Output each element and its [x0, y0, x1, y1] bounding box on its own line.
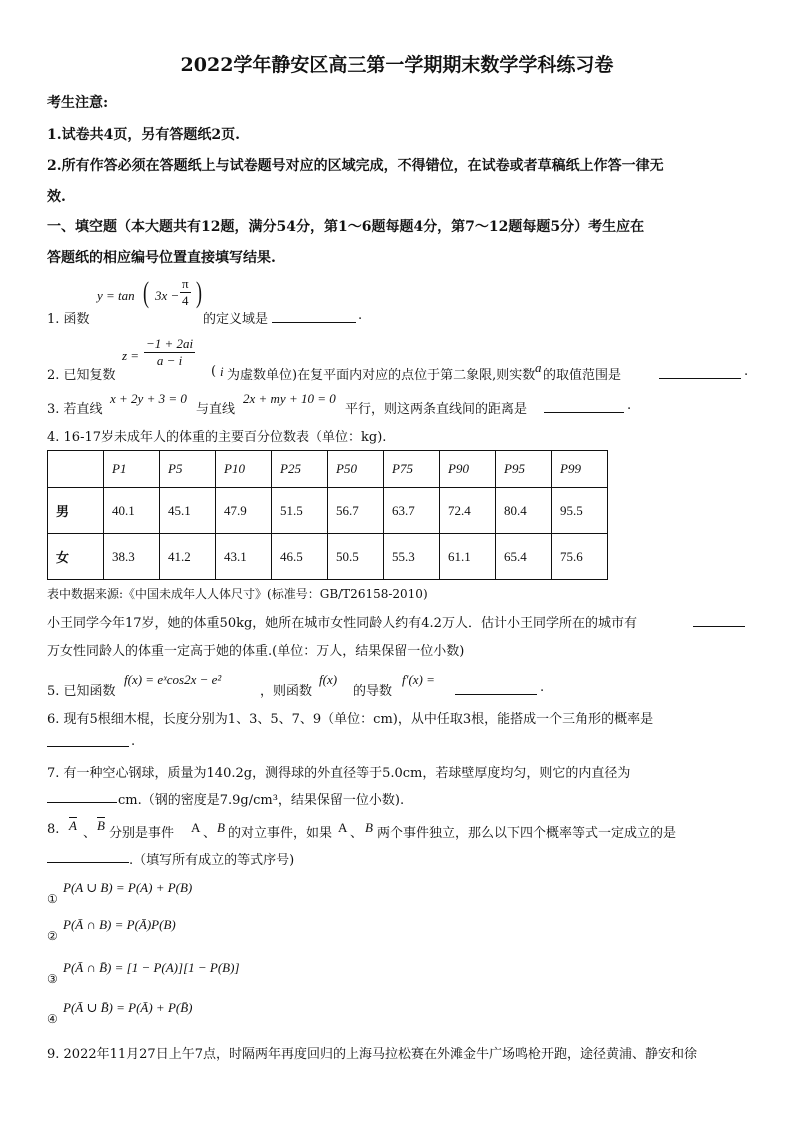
- q8-option-num: ①: [47, 892, 58, 906]
- q1-prefix: 1. 函数: [47, 312, 90, 327]
- table-cell: 41.2: [160, 534, 216, 580]
- table-header-cell: P99: [552, 451, 608, 488]
- q8-prefix: 8.: [47, 822, 60, 837]
- q1-formula-left: y = tan: [97, 288, 135, 303]
- q8-mid3: 两个事件独立，那么以下四个概率等式一定成立的是: [377, 826, 677, 841]
- q3-prefix: 3. 若直线: [47, 402, 103, 417]
- notice-item-2-line1: 2.所有作答必须在答题纸上与试卷题号对应的区域完成，不得错位，在试卷或者草稿纸上作答一律无: [47, 158, 664, 174]
- q5-mid2: 的导数: [353, 684, 393, 699]
- q8-option-formula: P(A ∪ B) = P(A) + P(B): [63, 880, 193, 895]
- q2-fraction: [144, 336, 195, 369]
- q6-end: .: [131, 734, 136, 749]
- q4-text-line1: 小王同学今年17岁，她的体重50kg，她所在城市女性同龄人约有4.2万人．估计小王同学所在的城市有: [47, 616, 637, 631]
- q1-formula-inner: 3x −: [155, 288, 180, 303]
- q2-frac-num: −1 + 2ai: [146, 336, 194, 351]
- q5-end: .: [540, 680, 545, 695]
- table-cell: 72.4: [440, 488, 496, 534]
- q8-a-bar: $\overline{A}$: [69, 818, 77, 833]
- section-heading-line2: 答题纸的相应编号位置直接填写结果.: [47, 250, 276, 266]
- table-row: [48, 534, 608, 580]
- q4-text-line2: 万女性同龄人的体重一定高于她的体重.(单位：万人，结果保留一位小数): [47, 644, 465, 659]
- table-cell: 95.5: [552, 488, 608, 534]
- q8-b: B: [217, 820, 225, 835]
- q8-sep3: 、: [350, 826, 364, 841]
- q7-answer-blank[interactable]: [47, 790, 117, 803]
- q8-option-num: ③: [47, 972, 58, 986]
- table-header-cell: P1: [104, 451, 160, 488]
- q8-option-num: ④: [47, 1012, 58, 1026]
- q8-option-formula: P(Ā ∩ B) = P(Ā)P(B): [63, 917, 176, 932]
- table-header-cell: P25: [272, 451, 328, 488]
- q7-text: 7. 有一种空心钢球，质量为140.2g，测得球的外直径等于5.0cm，若球壁厚度均匀，则它的内直径为: [47, 766, 631, 781]
- q5-mid: ，则函数: [260, 684, 313, 699]
- q4-source: 表中数据来源:《中国未成年人人体尺寸》(标准号：GB/T26158-2010): [47, 587, 428, 601]
- q8-b2: B: [365, 820, 373, 835]
- q2-prefix: 2. 已知复数: [47, 368, 116, 383]
- table-cell: 43.1: [216, 534, 272, 580]
- table-header-cell: [48, 451, 104, 488]
- table-row-label: 女: [48, 534, 104, 580]
- q8-mid1: 分别是事件: [109, 826, 175, 841]
- table-cell: 80.4: [496, 488, 552, 534]
- q1-frac-den: 4: [182, 293, 189, 308]
- q2-frac-den: a − i: [156, 353, 183, 368]
- q3-line2: 2x + my + 10 = 0: [243, 391, 336, 406]
- q8-sep2: 、: [203, 826, 217, 841]
- q4-answer-blank[interactable]: [693, 614, 745, 627]
- notice-heading: 考生注意:: [47, 95, 109, 111]
- q3-line1: x + 2y + 3 = 0: [110, 391, 187, 406]
- q6-text: 6. 现有5根细木棍，长度分别为1、3、5、7、9（单位：cm)，从中任取3根，能搭成一个三角形的概率是: [47, 712, 654, 727]
- q1-answer-blank[interactable]: [272, 310, 356, 323]
- table-header-cell: P50: [328, 451, 384, 488]
- table-cell: 51.5: [272, 488, 328, 534]
- q5-formula: f(x) = eˣcos2x − e²: [124, 672, 222, 687]
- table-row: [48, 488, 608, 534]
- q1-end: .: [358, 308, 363, 323]
- q3-end: .: [627, 398, 632, 413]
- q6-answer-blank[interactable]: [47, 734, 129, 747]
- table-header-cell: P75: [384, 451, 440, 488]
- section-heading-line1: 一、填空题（本大题共有12题，满分54分，第1～6题每题4分，第7～12题每题5分）考生应在: [47, 219, 645, 235]
- q3-suffix: 平行，则这两条直线间的距离是: [345, 402, 528, 417]
- q5-derivative: f′(x) =: [402, 672, 435, 687]
- q2-answer-blank[interactable]: [659, 366, 741, 379]
- table-cell: 63.7: [384, 488, 440, 534]
- q2-suffix: 的取值范围是: [543, 368, 622, 383]
- table-cell: 50.5: [328, 534, 384, 580]
- table-header-row: [48, 451, 608, 488]
- q8-a2: A: [338, 820, 348, 835]
- table-cell: 45.1: [160, 488, 216, 534]
- q8-a: A: [191, 820, 201, 835]
- table-header-cell: P95: [496, 451, 552, 488]
- exam-page: 2022学年静安区高三第一学期期末数学学科练习卷 考生注意: 1.试卷共4页，另有答题纸2页. 2.所有作答必须在答题纸上与试卷题号对应的区域完成，不得错位，在试卷或者草稿纸上作答一律无 效. 一、填空题（本大题共有12题，满分54分，第1～6题每题4分，第7～12题每题5分）考生应在 答题纸的相应编号位置直接填写结果. 1. 函数 y = tan ( 3x − $\frac{\pi}{4}$ ) 的定义域是 . 2. 已知复数 z = $\frac{-1 + 2ai}{a - i}$ ( i 为虚数单位)在复平面内对应的点位于第二象限,则实数 a 的取值范围是 . 3. 若直线 x + 2y + 3 = 0 与直线 2x + my + 10 = 0 平行，则这两条直线间的距离是 . 4. 16-17岁未成年人的体重的主要百分位数表（单位：kg). P1 P5 P10 P25 P50 P75 P90 P95 P99 男 40.1 45.1 47.9 51.5 56.7 63.7 72.4 80.4 95.5 女 38.3 41.2 43.1 46.5 50.5 55.3 61.1 65.4 75.6 表中数据来源:《中国未成年人人体尺寸》(标准号：GB/T26158-2010) 小王同学今年17岁，她的体重50kg，她所在城市女性同龄人约有4.2万人．估计小王同学所在的城市有 万女性同龄人的体重一定高于她的体重.(单位：万人，结果保留一位小数) 5. 已知函数 f(x) = eˣcos2x − e² ，则函数 f(x) 的导数 f′(x) = . 6. 现有5根细木棍，长度分别为1、3、5、7、9（单位：cm)，从中任取3根，能搭成一个三角形的概率是 . 7. 有一种空心钢球，质量为140.2g，测得球的外直径等于5.0cm，若球壁厚度均匀，则它的内直径为 cm.（钢的密度是7.9g/cm³，结果保留一位小数). 8. $\overline{A}$ 、 $\overline{B}$ 分别是事件 A 、 B 的对立事件，如果 A 、 B 两个事件独立，那么以下四个概率等式一定成立的是 .（填写所有成立的等式序号) ① P(A ∪ B) = P(A) + P(B) ② P(Ā ∩ B) = P(Ā)P(B) ③ P(Ā ∩ B̄) = [1 − P(A)][1 − P(B)] ④ P(Ā ∪ B̄) = P(Ā) + P(B̄) 9. 2022年11月27日上午7点，时隔两年再度回归的上海马拉松赛在外滩金牛广场鸣枪开跑，途径黄浦、静安和徐: [0, 0, 794, 1123]
- q2-mid: 为虚数单位)在复平面内对应的点位于第二象限,则实数: [227, 368, 536, 383]
- q5-answer-blank[interactable]: [455, 682, 537, 695]
- table-header-cell: P5: [160, 451, 216, 488]
- q8-sep: 、: [83, 826, 97, 841]
- q2-a-var: a: [535, 360, 542, 375]
- q5-fx: f(x): [319, 672, 338, 687]
- q1-frac-num: π: [182, 276, 189, 291]
- q3-answer-blank[interactable]: [544, 400, 624, 413]
- q8-mid2: 的对立事件，如果: [228, 826, 333, 841]
- table-cell: 38.3: [104, 534, 160, 580]
- q1-paren-open: (: [143, 276, 149, 309]
- page-title: 2022学年静安区高三第一学期期末数学学科练习卷: [180, 54, 614, 76]
- q8-b-bar: $\overline{B}$: [97, 818, 105, 833]
- q4-intro: 4. 16-17岁未成年人的体重的主要百分位数表（单位：kg).: [47, 430, 387, 445]
- q8-answer-blank[interactable]: [47, 850, 129, 863]
- q2-i-var: i: [220, 364, 224, 379]
- q2-formula-left: z =: [122, 348, 140, 363]
- table-cell: 75.6: [552, 534, 608, 580]
- notice-item-2-line2: 效.: [47, 189, 66, 205]
- q1-fraction: [180, 276, 191, 309]
- percentile-table: [47, 450, 608, 580]
- q1-paren-close: ): [196, 276, 202, 309]
- q7-line2: cm.（钢的密度是7.9g/cm³，结果保留一位小数).: [118, 793, 405, 808]
- table-header-cell: P90: [440, 451, 496, 488]
- table-cell: 61.1: [440, 534, 496, 580]
- table-header-cell: P10: [216, 451, 272, 488]
- q8-option-formula: P(Ā ∩ B̄) = [1 − P(A)][1 − P(B)]: [63, 960, 240, 975]
- table-cell: 40.1: [104, 488, 160, 534]
- q1-suffix: 的定义域是: [203, 312, 269, 327]
- q3-mid: 与直线: [196, 402, 236, 417]
- table-cell: 65.4: [496, 534, 552, 580]
- table-cell: 56.7: [328, 488, 384, 534]
- table-cell: 46.5: [272, 534, 328, 580]
- q8-line2: .（填写所有成立的等式序号): [129, 853, 295, 868]
- q2-end: .: [744, 364, 749, 379]
- table-row-label: 男: [48, 488, 104, 534]
- q5-prefix: 5. 已知函数: [47, 684, 116, 699]
- table-cell: 55.3: [384, 534, 440, 580]
- q8-option-formula: P(Ā ∪ B̄) = P(Ā) + P(B̄): [63, 1000, 193, 1015]
- q9-text: 9. 2022年11月27日上午7点，时隔两年再度回归的上海马拉松赛在外滩金牛广场鸣枪开跑，途径黄浦、静安和徐: [47, 1047, 697, 1062]
- notice-item-1: 1.试卷共4页，另有答题纸2页.: [47, 127, 240, 143]
- table-cell: 47.9: [216, 488, 272, 534]
- q8-option-num: ②: [47, 929, 58, 943]
